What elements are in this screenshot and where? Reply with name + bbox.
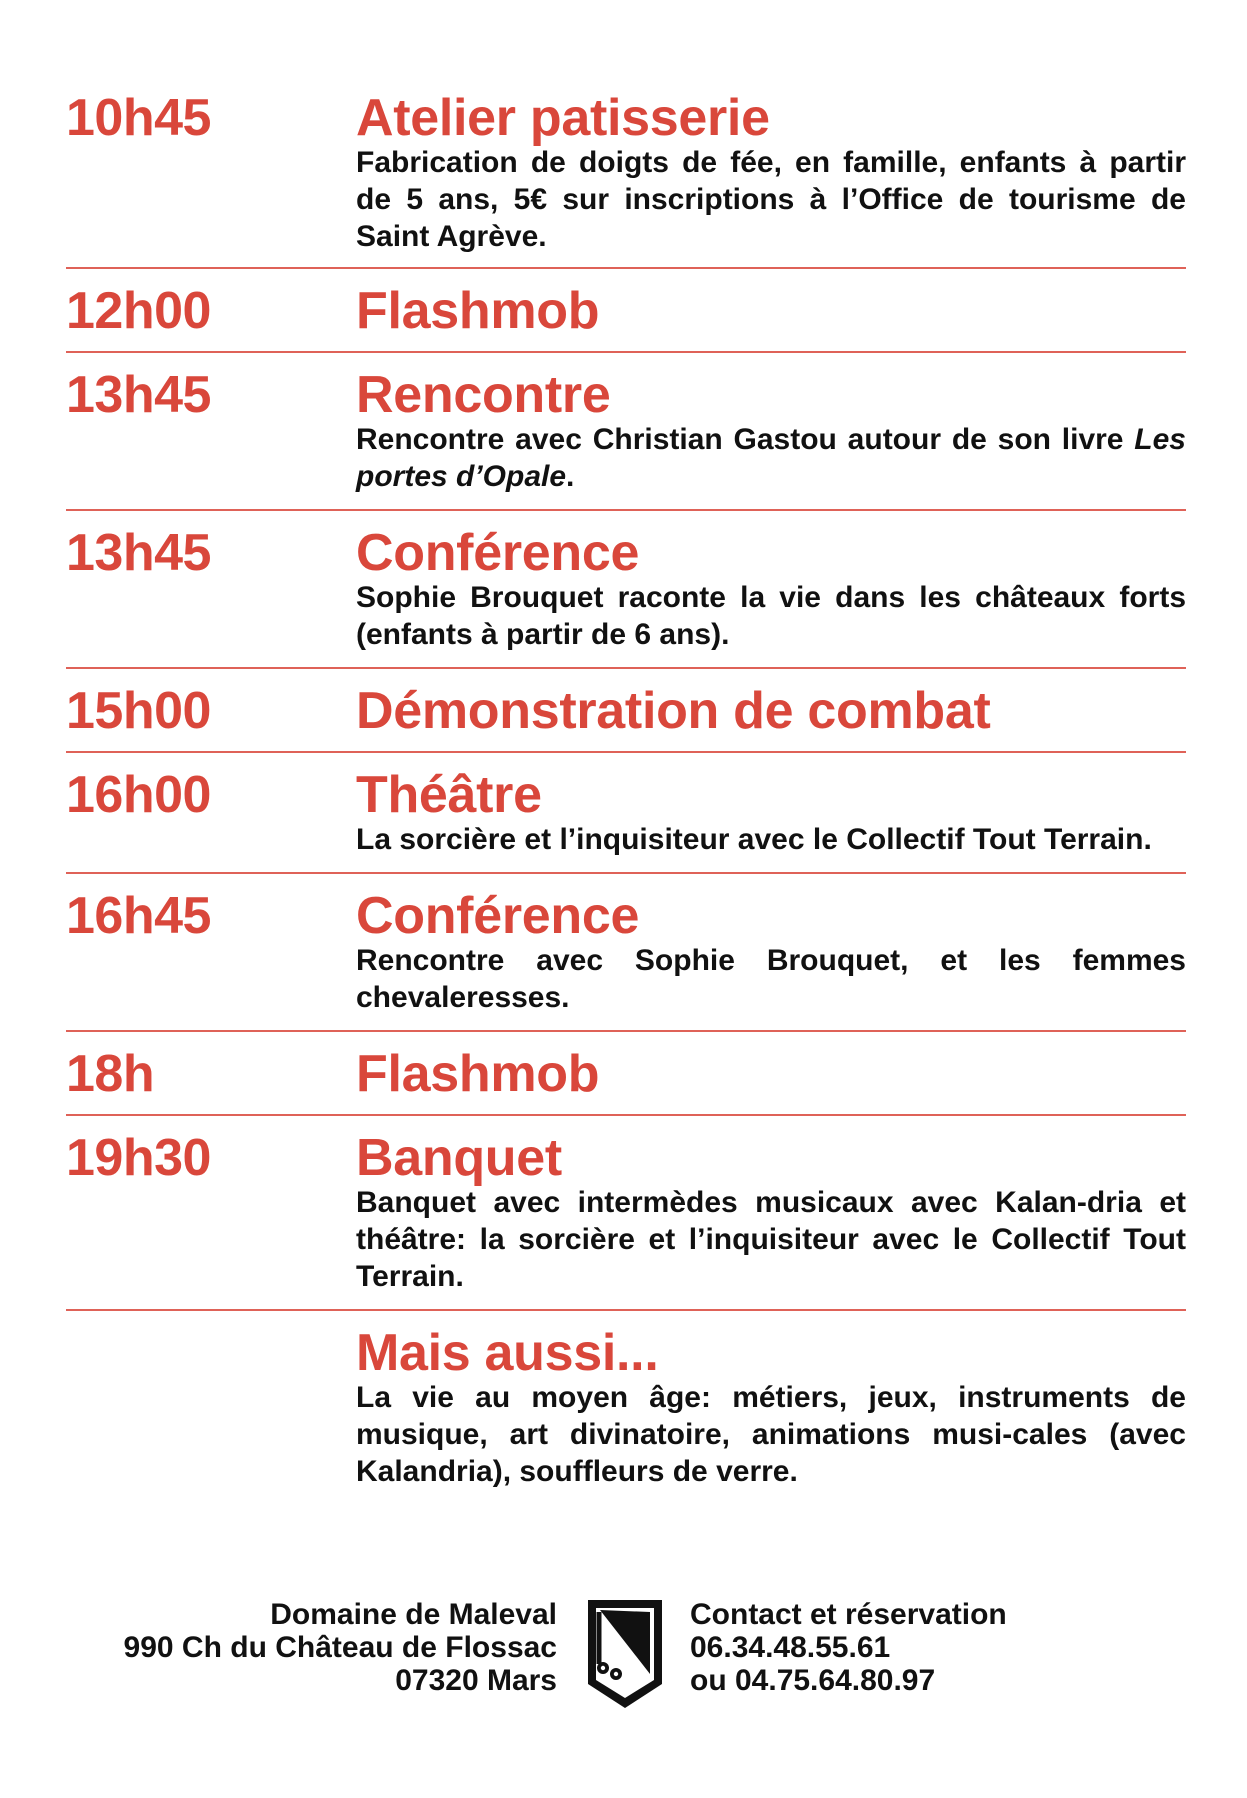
- divider: [66, 872, 1186, 874]
- entry-time: 16h00: [66, 766, 211, 824]
- entry-title: Théâtre: [356, 766, 542, 824]
- entry-content: [356, 767, 1186, 858]
- entry-description: Fabrication de doigts de fée, en famille, enfants à partir de 5 ans, 5€ sur inscriptions à l’Office de tourisme de Saint Agrève.: [356, 146, 1186, 253]
- book-title: Les portes d’Opale: [356, 423, 1186, 493]
- divider: [66, 509, 1186, 511]
- entry-content: [356, 367, 1186, 495]
- entry-title: Démonstration de combat: [356, 682, 991, 740]
- entry-content: [356, 525, 1186, 653]
- entry-time: 18h: [66, 1045, 155, 1103]
- entry-description: Rencontre avec Sophie Brouquet, et les femmes chevaleresses.: [356, 944, 1186, 1014]
- schedule-entry: [66, 753, 1186, 872]
- entry-title: Conférence: [356, 887, 640, 945]
- entry-description: [356, 421, 1186, 495]
- footer: [0, 1598, 1247, 1718]
- venue-name: Domaine de Maleval: [270, 1598, 557, 1631]
- entry-time: 16h45: [66, 887, 211, 945]
- schedule-entry: [66, 874, 1186, 1030]
- entry-title: Banquet: [356, 1129, 562, 1187]
- contact-info: [690, 1598, 1007, 1697]
- divider: [66, 267, 1186, 269]
- entry-content: [356, 1325, 1186, 1490]
- entry-title: Flashmob: [356, 1045, 600, 1103]
- entry-content: [356, 1046, 1186, 1102]
- phone-number[interactable]: 06.34.48.55.61: [690, 1631, 891, 1664]
- divider: [66, 751, 1186, 753]
- divider: [66, 1309, 1186, 1311]
- schedule-entry: [66, 90, 1186, 267]
- entry-time: 15h00: [66, 682, 211, 740]
- entry-content: [356, 888, 1186, 1016]
- entry-title: Rencontre: [356, 366, 611, 424]
- venue-street: 990 Ch du Château de Flossac: [123, 1631, 557, 1664]
- phone-number-alt[interactable]: ou 04.75.64.80.97: [690, 1664, 936, 1697]
- entry-description: Sophie Brouquet raconte la vie dans les châteaux forts (enfants à partir de 6 ans).: [356, 581, 1186, 651]
- entry-content: [356, 683, 1186, 739]
- schedule-entry: [66, 511, 1186, 667]
- entry-description: La vie au moyen âge: métiers, jeux, instruments de musique, art divinatoire, animations musi-cales (avec Kalandria), souffleurs de verre.: [356, 1381, 1186, 1488]
- entry-content: [356, 90, 1186, 255]
- divider: [66, 351, 1186, 353]
- entry-title: Mais aussi...: [356, 1324, 659, 1382]
- entry-title: Atelier patisserie: [356, 89, 770, 147]
- entry-content: [356, 1130, 1186, 1295]
- entry-description-text: .: [566, 460, 575, 493]
- entry-content: [356, 283, 1186, 339]
- divider: [66, 667, 1186, 669]
- entry-description: Banquet avec intermèdes musicaux avec Kalan-dria et théâtre: la sorcière et l’inquisiteur avec le Collectif Tout Terrain.: [356, 1186, 1186, 1293]
- schedule-entry: [66, 1032, 1186, 1114]
- entry-time: 10h45: [66, 89, 211, 147]
- venue-address: [124, 1598, 557, 1697]
- venue-city: 07320 Mars: [395, 1664, 557, 1697]
- entry-title: Conférence: [356, 524, 640, 582]
- divider: [66, 1030, 1186, 1032]
- schedule-entry: [66, 1116, 1186, 1309]
- schedule-entry: [66, 1311, 1186, 1490]
- entry-description: La sorcière et l’inquisiteur avec le Collectif Tout Terrain.: [356, 823, 1152, 856]
- entry-time: 13h45: [66, 524, 211, 582]
- schedule-entry: [66, 353, 1186, 509]
- entry-title: Flashmob: [356, 282, 600, 340]
- entry-time: 13h45: [66, 366, 211, 424]
- entry-time: 12h00: [66, 282, 211, 340]
- entry-description-text: Rencontre avec Christian Gastou autour de son livre: [356, 423, 1135, 456]
- schedule: [66, 90, 1186, 1490]
- schedule-entry: [66, 669, 1186, 751]
- contact-heading: Contact et réservation: [690, 1598, 1007, 1631]
- schedule-entry: [66, 269, 1186, 351]
- divider: [66, 1114, 1186, 1116]
- entry-time: 19h30: [66, 1129, 211, 1187]
- shield-music-logo-icon: [586, 1598, 664, 1710]
